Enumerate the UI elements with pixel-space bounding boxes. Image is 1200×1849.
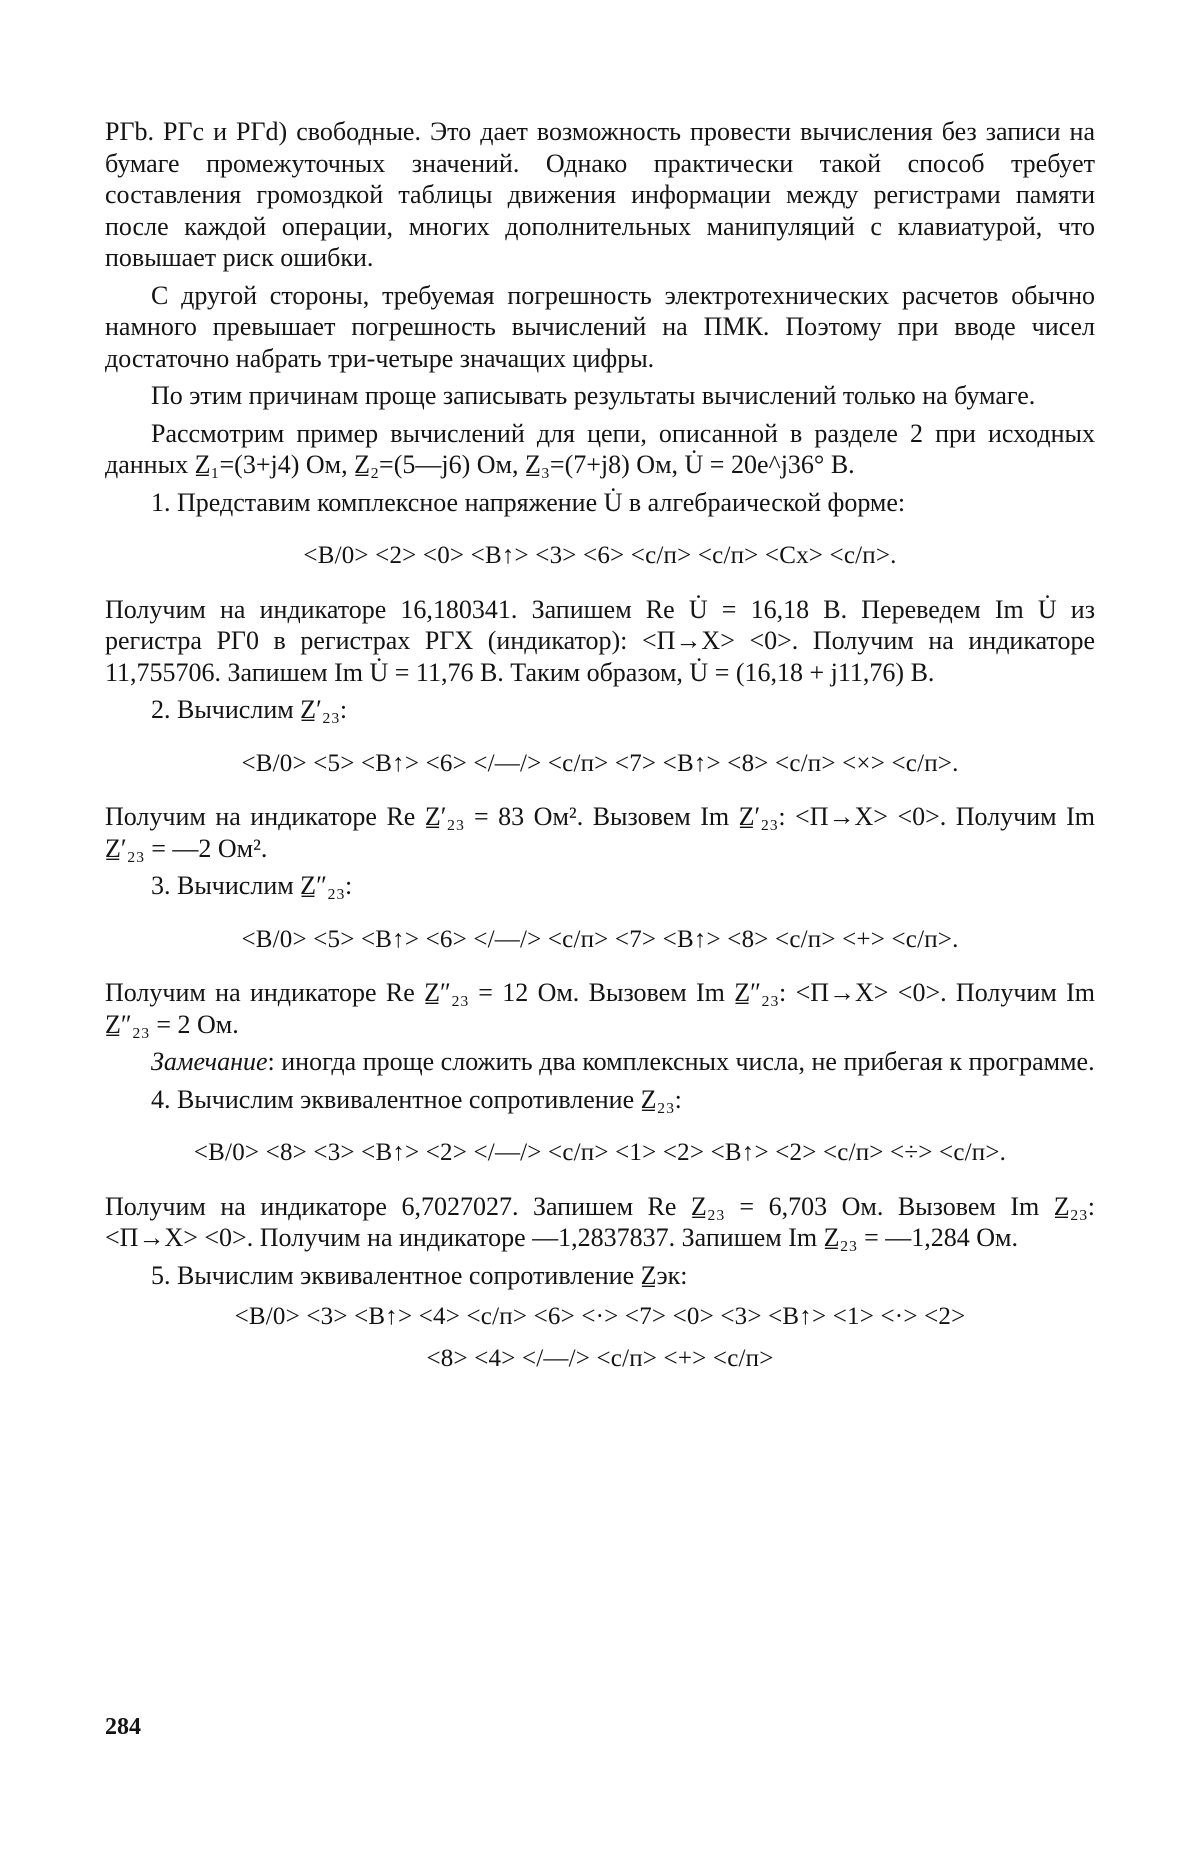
keystroke-sequence: <8> <4> </—/> <с/п> <+> <с/п> bbox=[426, 1344, 774, 1372]
step-heading: 4. Вычислим эквивалентное сопротивление Z̲₂₃: bbox=[151, 1084, 682, 1114]
remark-label: Замечание bbox=[151, 1047, 268, 1076]
paragraph: Получим на индикаторе 16,180341. Запишем Re U̇ = 16,18 В. Переведем Im U̇ из регистра РГ0 в регистрах РГX (индикатор): <П→X> <0>. Получим на индикаторе 11,755706. Запишем Im U̇ = 11,76 В. Таким образом, U̇ = (16,18 + j11,76) В. bbox=[105, 594, 1095, 687]
paragraph: Получим на индикаторе Re Z̲″₂₃ = 12 Ом. Вызовем Im Z̲″₂₃: <П→X> <0>. Получим Im Z̲″₂₃ = 2 Ом. bbox=[105, 978, 1095, 1039]
remark: Замечание: иногда проще сложить два комплексных числа, не прибегая к программе. bbox=[151, 1047, 1095, 1076]
keystroke-sequence: <В/0> <5> <В↑> <6> </—/> <с/п> <7> <В↑> <8> <с/п> <×> <с/п>. bbox=[241, 749, 959, 777]
keystroke-sequence: <В/0> <3> <В↑> <4> <с/п> <6> <·> <7> <0> <3> <В↑> <1> <·> <2> bbox=[234, 1303, 966, 1330]
paragraph: С другой стороны, требуемая погрешность электротехнических расчетов обычно намного превышает погрешность вычислений на ПМК. Поэтому при вводе чисел достаточно набрать три-четыре значащих цифры. bbox=[105, 280, 1095, 373]
keystroke-sequence: <В/0> <2> <0> <В↑> <3> <6> <с/п> <с/п> <Cx> <с/п>. bbox=[303, 542, 897, 569]
paragraph: По этим причинам проще записывать результаты вычислений только на бумаге. bbox=[151, 381, 1036, 410]
keystroke-sequence: <В/0> <5> <В↑> <6> </—/> <с/п> <7> <В↑> <8> <с/п> <+> <с/п>. bbox=[241, 925, 959, 953]
paragraph: Получим на индикаторе Re Z̲′₂₃ = 83 Ом². Вызовем Im Z̲′₂₃: <П→X> <0>. Получим Im Z̲′₂₃ = —2 Ом². bbox=[105, 802, 1095, 863]
keystroke-sequence: <В/0> <8> <3> <В↑> <2> </—/> <с/п> <1> <2> <В↑> <2> <с/п> <÷> <с/п>. bbox=[193, 1139, 1007, 1166]
page-body bbox=[105, 116, 1095, 1374]
step-heading: 1. Представим комплексное напряжение U̇ в алгебраической форме: bbox=[151, 487, 906, 517]
step-heading: 2. Вычислим Z̲′₂₃: bbox=[151, 695, 348, 724]
step-heading: 3. Вычислим Z̲″₂₃: bbox=[151, 871, 353, 900]
page-number: 284 bbox=[105, 1714, 141, 1740]
step-heading: 5. Вычислим эквивалентное сопротивление Z̲эк: bbox=[151, 1260, 688, 1290]
paragraph: Получим на индикаторе 6,7027027. Запишем Re Z̲₂₃ = 6,703 Ом. Вызовем Im Z̲₂₃: <П→X> <0>. Получим на индикаторе —1,2837837. Запишем Im Z̲₂₃ = —1,284 Ом. bbox=[105, 1191, 1095, 1252]
paragraph: РГb. РГc и РГd) свободные. Это дает возможность провести вычисления без записи на бумаге промежуточных значений. Однако практически такой способ требует составления громоздкой таблицы движения информации между регистрами памяти после каждой операции, многих дополнительных манипуляций с клавиатурой, что повышает риск ошибки. bbox=[105, 117, 1095, 272]
paragraph: Рассмотрим пример вычислений для цепи, описанной в разделе 2 при исходных данных Z̲₁=(3+j4) Ом, Z̲₂=(5—j6) Ом, Z̲₃=(7+j8) Ом, U̇ = 20e^j36° В. bbox=[105, 418, 1095, 479]
